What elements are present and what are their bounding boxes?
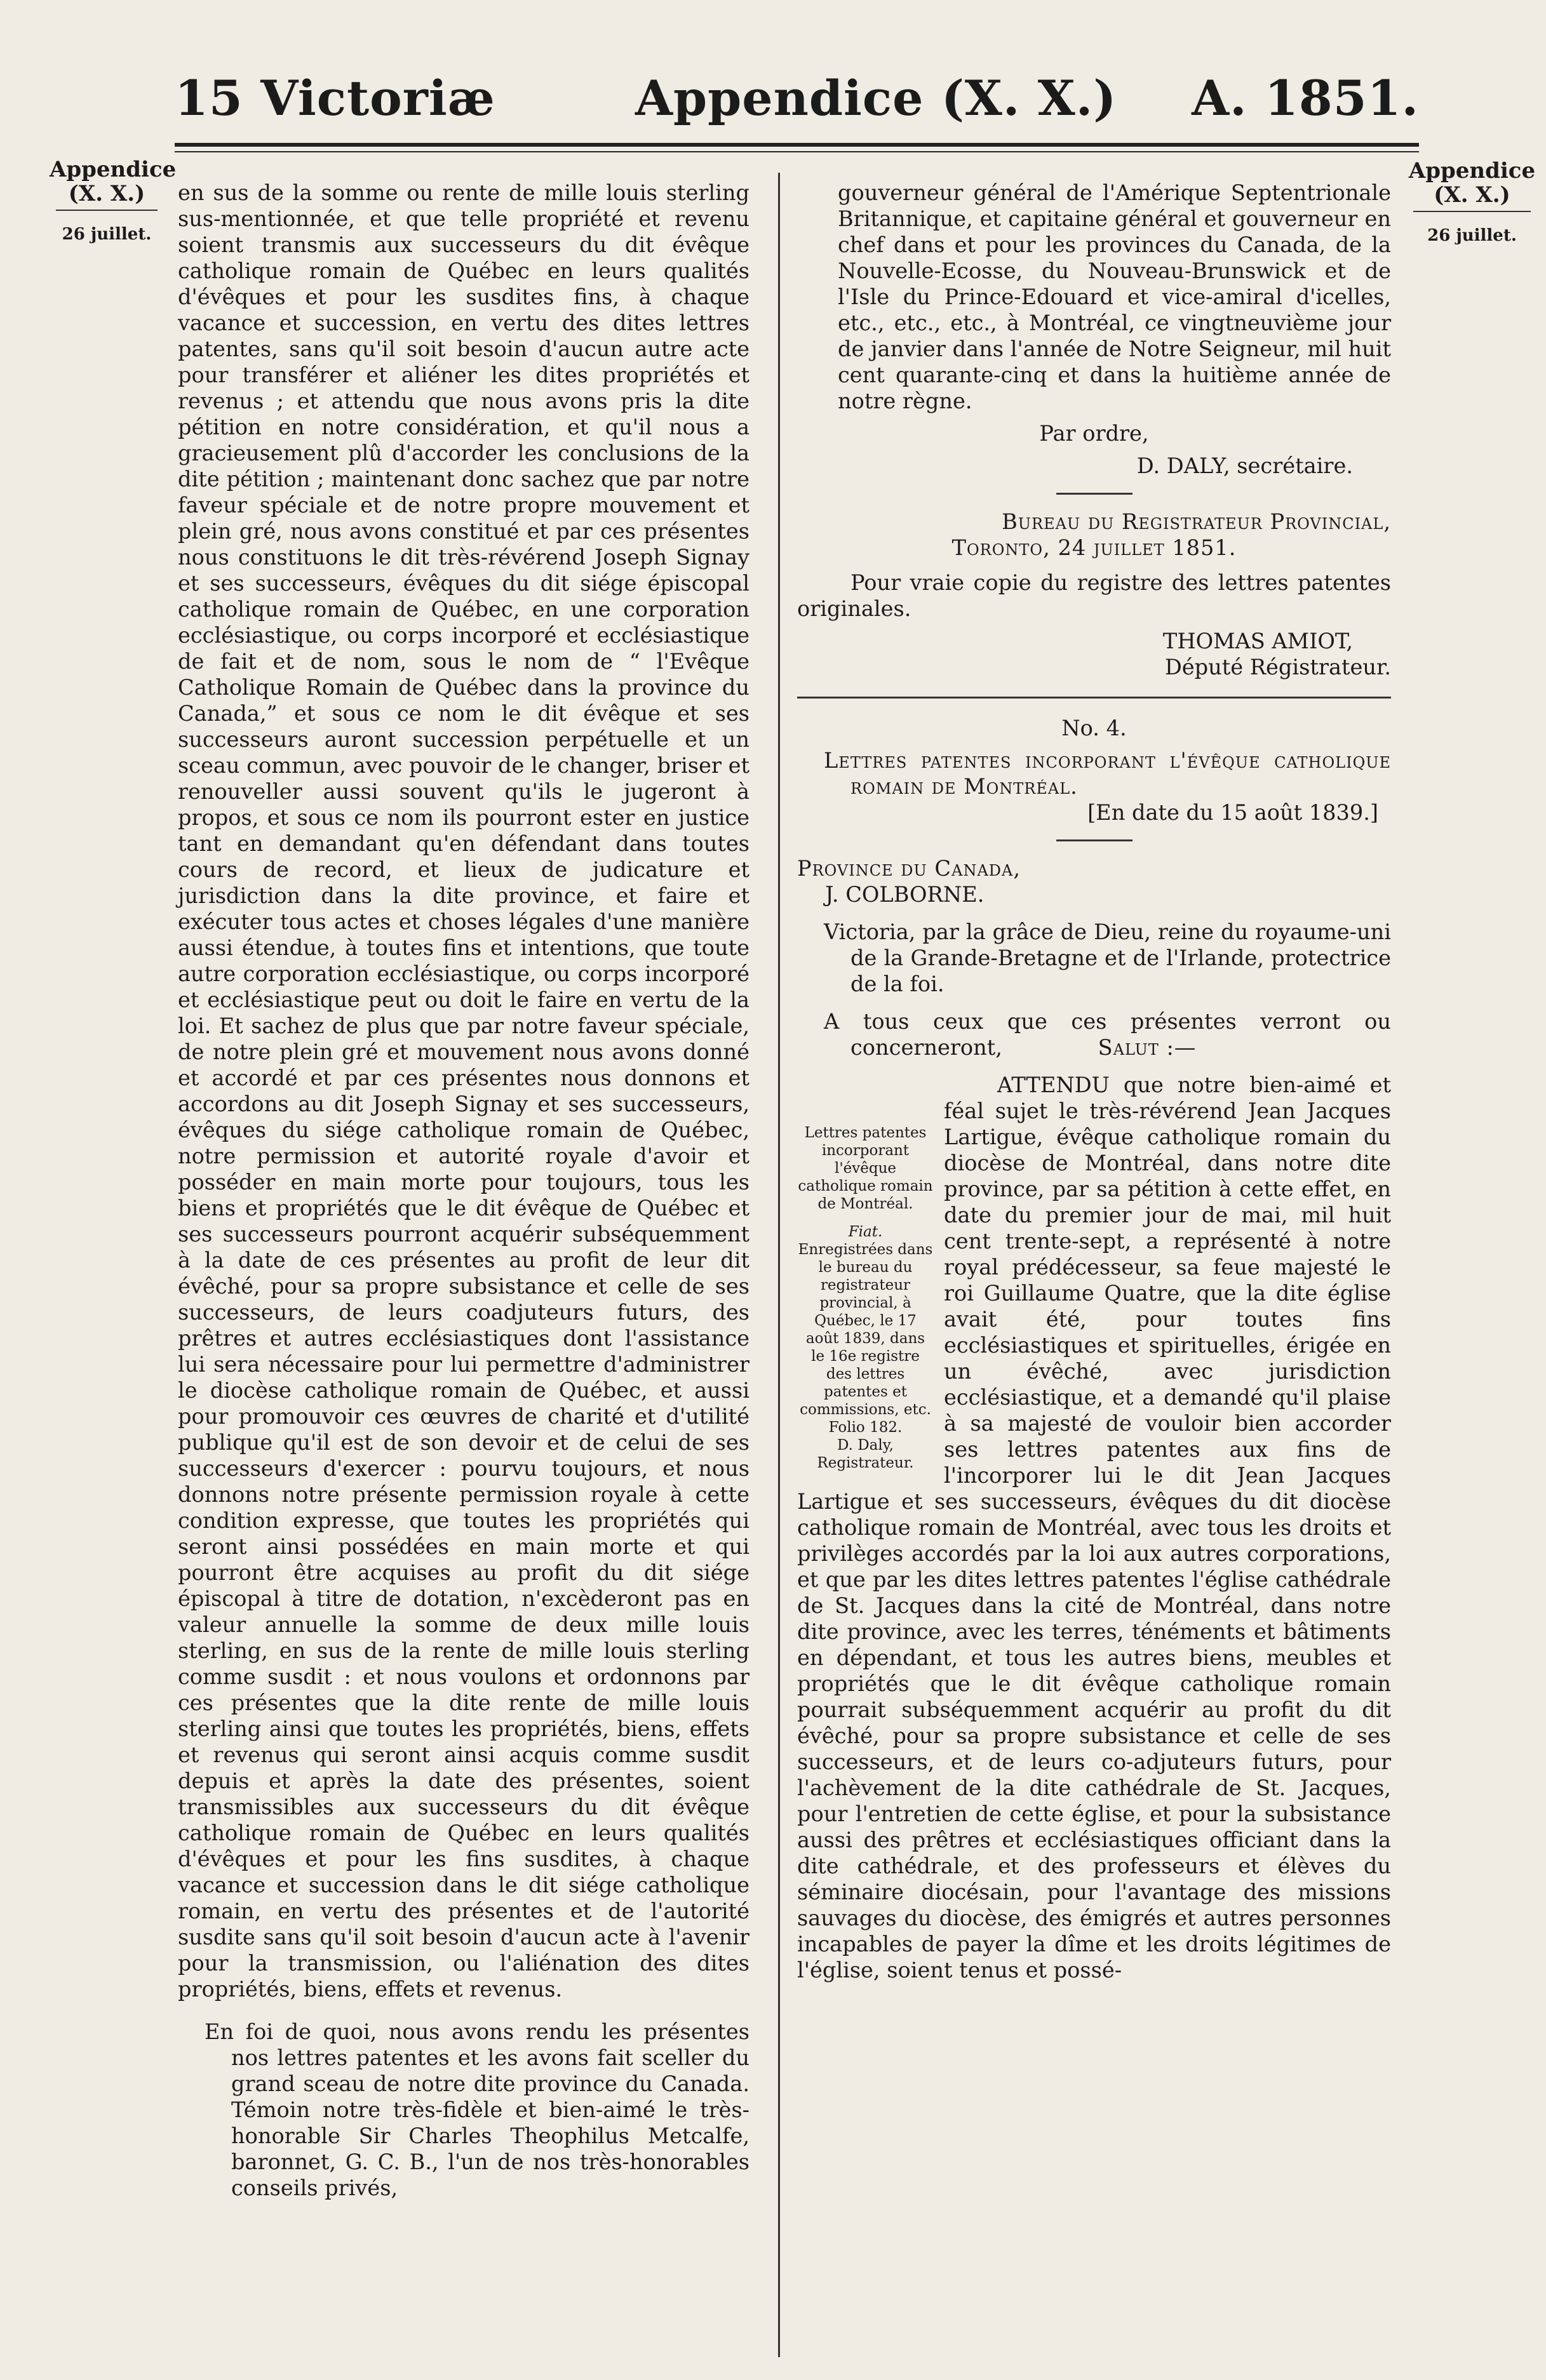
margin-note-left [50, 157, 177, 246]
short-rule-2 [1056, 839, 1133, 841]
margin-note-left-rule [56, 210, 158, 211]
margin-note-left-line1: Appendice [50, 157, 177, 182]
copy-statement: Pour vraie copie du registre des lettres patentes originales. [797, 570, 1391, 621]
signature-daly: D. DALY, secrétaire. [1136, 453, 1353, 478]
salut: Salut :— [1098, 1035, 1197, 1060]
deputy-name: THOMAS AMIOT, [1162, 629, 1353, 653]
victoria-preamble: Victoria, par la grâce de Dieu, reine du royaume-uni de la Grande-Bretagne et de l'Irlande, protectrice de la foi. [824, 919, 1391, 996]
header-volume: 15 Victoriæ [175, 70, 495, 126]
section-rule [797, 697, 1391, 699]
margin-note-right-rule [1413, 211, 1531, 212]
header-rule-thick [175, 143, 1419, 147]
margin-note-right-line2: (X. X.) [1434, 182, 1510, 208]
par-ordre: Par ordre, [1039, 421, 1149, 446]
right-paragraph-1: gouverneur général de l'Amérique Septentrionale Britannique, et capitaine général et gouverneur en chef dans et pour les provinces du Canada, de la Nouvelle-Ecosse, du Nouveau-Brunswick et de l'Isle du Prince-Edouard et vice-amiral d'icelles, etc., etc., etc., à Montréal, ce vingtneuvième jour de janvier dans l'année de Notre Seigneur, mil huit cent quarante-cinq et dans la huitième année de notre règne. [838, 180, 1391, 413]
side-note [797, 1124, 934, 1472]
attendu-paragraph: ATTENDU que notre bien-aimé et féal sujet le très-révérend Jean Jacques Lartigue, évêque catholique romain du diocèse de Montréal, dans notre dite province, par sa pétition à cette effet, en date du premier jour de mai, mil huit cent trente-sept, a représenté à notre royal prédécesseur, sa feue majesté le roi Guillaume Quatre, que la dite église avait été, pour toutes fins ecclésiastiques et spirituelles, érigée en un évêché, avec jurisdiction ecclésiastique, et a demandé qu'il plaise à sa majesté de vouloir bien accorder ses lettres patentes aux fins de l'incorporer lui le dit Jean Jacques Lartigue et ses successeurs, évêques du dit diocèse catholique romain de Montréal, avec tous les droits et privilèges accordés par la loi aux autres corporations, et que par les dites lettres patentes l'église cathédrale de St. Jacques dans la cité de Montréal, dans notre dite province, avec les terres, ténéments et bâtiments en dépendant, et tous les autres biens, meubles et propriétés que le dit évêque catholique romain pourrait subséquemment acquérir au profit du dit évêché, pour sa propre subsistance et celle de ses successeurs, et de leurs co-adjuteurs futurs, pour l'achèvement de la dite cathédrale de St. Jacques, pour l'entretien de cette église, et pour la subsistance aussi des prêtres et ecclésiastiques officiant dans la dite cathédrale, et des professeurs et élèves du séminaire diocésain, pour l'avantage des missions sauvages du diocèse, des émigrés et autres personnes incapables de payer la dîme et les droits légitimes de l'église, soient tenus et possé- [797, 1073, 1391, 1982]
right-column [797, 180, 1391, 1983]
document-date: [En date du 15 août 1839.] [1087, 800, 1378, 825]
province-heading: Province du Canada, [797, 856, 1021, 881]
deputy-title: Député Régistrateur. [1164, 655, 1391, 679]
left-paragraph-2: En foi de quoi, nous avons rendu les présentes nos lettres patentes et les avons fait sceller du grand sceau de notre dite province du Canada. Témoin notre très-fidèle et bien-aimé le très-honorable Sir Charles Theophilus Metcalfe, baronnet, G. C. B., l'un de nos très-honorables conseils privés, [205, 2019, 749, 2200]
left-column [178, 180, 749, 2201]
left-paragraph-1: en sus de la somme ou rente de mille louis sterling sus-mentionnée, et que telle propriété et revenu soient transmis aux successeurs du dit évêque catholique romain de Québec en leurs qualités d'évêques et pour les susdites fins, à chaque vacance et succession, en vertu des dites lettres patentes, sans qu'il soit besoin d'aucun autre acte pour transférer et aliéner les dites propriétés et revenus ; et attendu que nous avons pris la dite pétition en notre considération, et qu'il nous a gracieusement plû d'accorder les conclusions de la dite pétition ; maintenant donc sachez que par notre faveur spéciale et de notre propre mouvement et plein gré, nous avons constitué et par ces présentes nous constituons le dit très-révérend Joseph Signay et ses successeurs, évêques du dit siége épiscopal catholique romain de Québec, en une corporation ecclésiastique, ou corps incorporé et ecclésiastique de fait et de nom, sous le nom de “ l'Evêque Catholique Romain de Québec dans la province du Canada,” et sous ce nom le dit évêque et ses successeurs auront succession perpétuelle et un sceau commun, avec pouvoir de le changer, briser et renouveller aussi souvent qu'ils le jugeront à propos, et sous ce nom ils pourront ester en justice tant en demandant qu'en défendant dans toutes cours de record, et lieux de judicature et jurisdiction dans la dite province, et faire et exécuter tous actes et choses légales d'une manière aussi étendue, à toutes fins et intentions, que toute autre corporation ecclésiastique, ou corps incorporé et ecclésiastique peut ou doit le faire en vertu de la loi. Et sachez de plus que par notre faveur spéciale, de notre plein gré et mouvement nous avons donné et accordé et par ces présentes nous donnons et accordons au dit Joseph Signay et ses successeurs, évêques du siége catholique romain de Québec, notre permission et autorité royale d'avoir et posséder en main morte pour toujours, tous les biens et propriétés que le dit évêque de Québec et ses successeurs pourront acquérir subséquemment à la date de ces présentes au profit de leur dit évêché, pour sa propre subsistance et celle de ses successeurs, de leurs coadjuteurs futurs, des prêtres et autres ecclésiastiques dont l'assistance lui sera nécessaire pour lui permettre d'administrer le diocèse catholique romain de Québec, et aussi pour promouvoir ces œuvres de charité et d'utilité publique qu'il est de son devoir et de celui de ses successeurs d'exercer : pourvu toujours, et nous donnons notre présente permission royale à cette condition expresse, que toutes les propriétés qui seront ainsi possédées en main morte et qui pourront être acquises au profit du dit siége épiscopal à titre de dotation, n'excèderont pas en valeur annuelle la somme de deux mille louis sterling, en sus de la rente de mille louis sterling comme susdit : et nous voulons et ordonnons par ces présentes que la dite rente de mille louis sterling ainsi que toutes les propriétés, biens, effets et revenus qui seront ainsi acquis comme susdit depuis et après la date des présentes, soient transmissibles aux successeurs du dit évêque catholique romain de Québec en leurs qualités d'évêques et pour les fins susdites, à chaque vacance et succession dans le dit siége catholique romain, en vertu des présentes et de l'autorité susdite sans qu'il soit besoin d'aucun acte à l'avenir pour la transmission, ou l'aliénation des dites propriétés, biens, effets et revenus. [178, 180, 749, 2002]
tous-ceux-text: A tous ceux que ces présentes verront ou concerneront, [824, 1009, 1391, 1060]
side-note-registered: Enregistrées dans le bureau du registrateur provincial, à Québec, le 17 août 1839, dans le 16e registre des lettres patentes et commissions, etc. Folio 182. [798, 1241, 933, 1436]
header-rule-thin [175, 151, 1419, 152]
side-note-signer: D. Daly, [837, 1437, 894, 1454]
bureau-heading: Bureau du Registrateur Provincial, [1002, 509, 1391, 534]
attendu-block [797, 1072, 1391, 1983]
column-divider [778, 173, 780, 2357]
header-appendix: Appendice (X. X.) [635, 70, 1117, 126]
document-number: No. 4. [1061, 716, 1127, 740]
tous-ceux [797, 1008, 1391, 1060]
header-year: A. 1851. [1192, 70, 1419, 126]
document-title: Lettres patentes incorporant l'évêque catholique romain de Montréal. [824, 748, 1391, 799]
side-note-title: Lettres patentes incorporant l'évêque catholique romain de Montréal. [798, 1125, 933, 1212]
margin-note-right-line1: Appendice [1408, 158, 1536, 184]
margin-note-left-date: 26 juillet. [62, 225, 152, 244]
margin-note-right [1407, 159, 1537, 248]
place-date: Toronto, 24 juillet 1851. [951, 535, 1237, 560]
governor-name: J. COLBORNE. [825, 882, 985, 907]
side-note-fiat: Fiat. [848, 1224, 883, 1240]
side-note-signer-title: Registrateur. [817, 1455, 914, 1471]
margin-note-left-line2: (X. X.) [68, 181, 145, 206]
margin-note-right-date: 26 juillet. [1427, 226, 1517, 245]
short-rule-1 [1056, 493, 1133, 495]
